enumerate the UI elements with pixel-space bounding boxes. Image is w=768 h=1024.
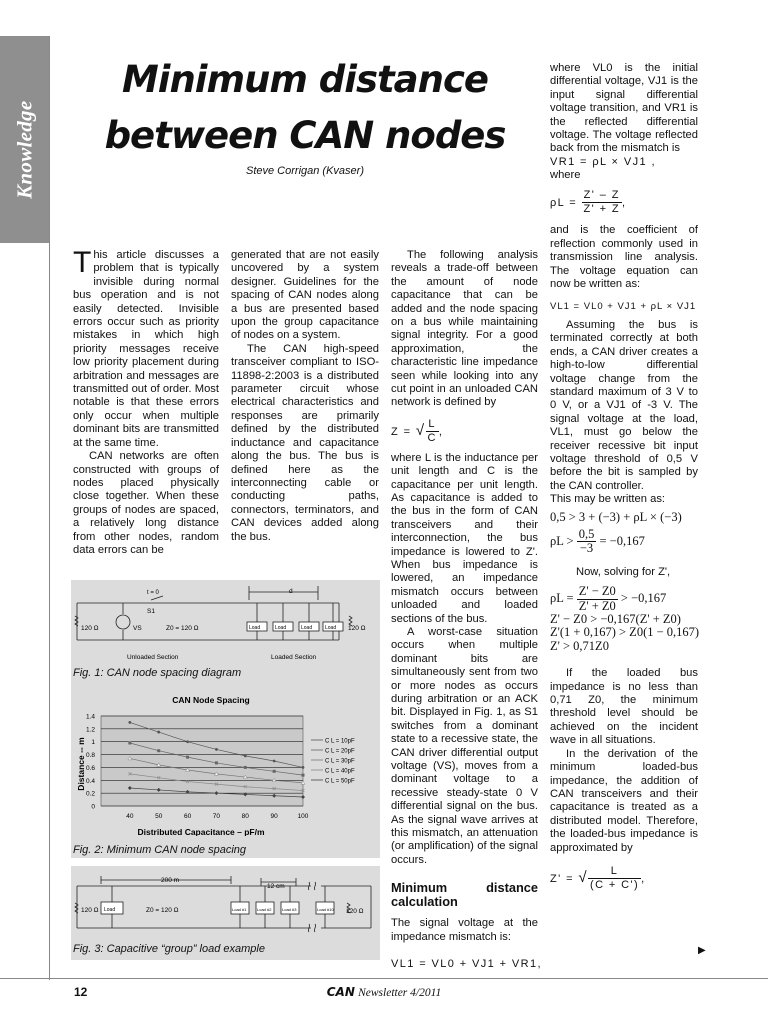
x-tick-label: 90 <box>270 813 278 820</box>
paragraph: The signal voltage at the impedance mismatch is: <box>391 917 538 943</box>
unloaded-section-label: Unloaded Section <box>127 654 179 661</box>
load-label: Load <box>301 625 313 631</box>
z0-label: Z0 = 120 Ω <box>166 625 199 632</box>
column-2 <box>231 249 379 544</box>
data-point <box>128 721 131 724</box>
paragraph: A worst-case situation occurs when multiple dominant bits are simultaneously sent from two or more nodes as occurs during arbitration or an ACK bit. Displayed in Fig. 1, as S1 switches from a dominant state to a recessive state, the CAN driver differential output voltage (VS), moves from a dominant voltage to a recessive steady-state 0 V differential signal on the bus. As the signal wave arrives at this mismatch, an attenuation (or amplification) of the signal occurs. <box>391 625 538 866</box>
distance-12cm-label: 12 cm <box>267 883 285 890</box>
x-tick-label: 40 <box>126 813 134 820</box>
equation-inequality: 0,5 > 3 + (−3) + ρL × (−3) <box>550 509 682 524</box>
column-1 <box>73 246 219 557</box>
data-point <box>273 770 276 773</box>
data-point <box>273 760 276 763</box>
section-tab <box>0 36 50 243</box>
data-point <box>186 756 189 759</box>
y-tick-label: 0.4 <box>85 777 95 785</box>
load-10-label: Load #10 <box>317 907 334 912</box>
section-tab-label: Knowledge <box>12 100 37 199</box>
paragraph: Now, solving for Z', <box>576 565 671 578</box>
column-4 <box>550 62 698 893</box>
paragraph: where VL0 is the initial differential voltage, VJ1 is the input signal differential voltage transition, and VR1 is the reflected differential voltage. The voltage reflected back from the mismatch is <box>550 62 698 155</box>
figure-1-caption: Fig. 1: CAN node spacing diagram <box>73 667 242 679</box>
footer-publication: CAN Newsletter 4/2011 <box>326 985 442 999</box>
load-label: Load <box>104 907 116 913</box>
equation-vl: VL1 = VL0 + VJ1 + VR1, <box>391 958 542 971</box>
equation-step-a: Z' − Z0 > −0,167(Z' + Z0) <box>550 612 681 627</box>
equation-z: Z = √ $\frac{L}{C}$ , <box>391 417 444 445</box>
margin-rule <box>49 36 50 980</box>
z0-label: Z0 = 120 Ω <box>146 907 179 914</box>
data-point <box>157 731 160 734</box>
data-point <box>186 740 189 743</box>
x-tick-label: 50 <box>155 813 163 820</box>
chart-xlabel: Distributed Capacitance – pF/m <box>137 827 265 836</box>
legend-entry: C L = 20pF <box>325 748 355 755</box>
distance-200m-label: 200 m <box>161 877 180 884</box>
footer-rule <box>0 978 768 979</box>
x-tick-label: 80 <box>241 813 249 820</box>
article-author: Steve Corrigan (Kvaser) <box>246 165 364 177</box>
y-tick-label: 0.2 <box>85 790 95 798</box>
paragraph: where <box>550 169 581 182</box>
paragraph: generated that are not easily uncovered by a system designer. Guidelines for the spacing of CAN nodes along a bus are presented based upon the group capacitance of nodes on a system. <box>231 249 379 342</box>
paragraph: The following analysis reveals a trade-off between the amount of node capacitance that can be added and the node spacing on a bus while maintaining signal integrity. For a good approximation, the characteristic line impedance seen while looking into any cut point in an unloaded CAN network is defined by <box>391 249 538 409</box>
load-2-label: Load #2 <box>257 907 272 912</box>
y-tick-label: 0 <box>91 803 95 811</box>
chart-title: CAN Node Spacing <box>172 695 250 705</box>
data-point <box>215 748 218 751</box>
equation-step-c: Z' > 0,71Z0 <box>550 638 609 653</box>
page-number: 12 <box>74 985 88 999</box>
d-label: d <box>289 588 293 595</box>
load-1-label: Load #1 <box>232 907 247 912</box>
data-point <box>157 749 160 752</box>
data-point <box>128 742 131 745</box>
column-3 <box>391 249 542 972</box>
figure-3-caption: Fig. 3: Capacitive “group” load example <box>73 943 265 955</box>
y-tick-label: 1 <box>91 739 95 747</box>
load-label: Load <box>325 625 337 631</box>
paragraph: Assuming the bus is terminated correctly at both ends, a CAN driver creates a high-to-low differential voltage change from the standard maximum of 3 V to 0 V, or a VJ1 of -3 V. The signal voltage at the load, VL1, must go below the receiver recessive bit input voltage threshold of 0,5 V before the bit is sampled by the CAN controller. <box>550 318 698 492</box>
legend-entry: C L = 10pF <box>325 738 355 745</box>
load-3-label: Load #3 <box>282 907 297 912</box>
y-tick-label: 1.2 <box>85 726 95 734</box>
equation-rho3: ρL = $\frac{Z' - Z0}{Z' + Z0}$ > −0,167 <box>550 584 667 613</box>
paragraph: and is the coefficient of reflection commonly used in transmission line analysis. The voltage equation can now be written as: <box>550 224 698 291</box>
figure-2-caption: Fig. 2: Minimum CAN node spacing <box>73 844 247 856</box>
section-heading: Minimum distance calculation <box>391 880 538 910</box>
data-point <box>302 766 305 769</box>
chart-ylabel: Distance -- m <box>76 737 86 791</box>
y-tick-label: 1.4 <box>85 713 95 721</box>
r-left-label: 120 Ω <box>81 625 99 632</box>
continue-arrow-icon: ▶ <box>698 945 706 956</box>
load-label: Load <box>275 625 287 631</box>
equation-rho2: ρL > $\frac{0,5}{-3}$ = −0,167 <box>550 527 645 556</box>
r-right-label: 120 Ω <box>346 908 364 915</box>
equation-zprime: Z' = √ $\frac{L}{(C + C')}$ , <box>550 864 646 892</box>
figure-2 <box>71 686 380 858</box>
x-tick-label: 60 <box>183 813 192 820</box>
paragraph: If the loaded bus impedance is no less than 0,71 Z0, the minimum threshold level should be achieved on the incident wave in all situations. <box>550 667 698 747</box>
equation-rho: ρL = $\frac{Z' - Z}{Z' + Z}$ , <box>550 188 627 216</box>
intro-paragraph: This article discusses a problem that is typically invisible during normal bus operation and is not easily detected. Invisible errors occur such as priority mistakes in which high priority messages receive low priority placement during arbitration and messages are transmitted out of order. Most notable is that these errors only occur when multiple dominant bits are transmitted at the same time. <box>73 246 219 449</box>
equation-vl2: VL1 = VL0 + VJ1 + ρL × VJ1 <box>550 300 697 312</box>
paragraph: In the derivation of the minimum loaded-bus impedance, the addition of CAN transceivers and their capacitance is treated as a distributed model. Therefore, the loaded-bus impedance is approximated by <box>550 747 698 854</box>
s1-label: S1 <box>147 608 155 615</box>
paragraph: This may be written as: <box>550 493 666 506</box>
r-right-label: 120 Ω <box>348 625 366 632</box>
data-point <box>244 766 247 769</box>
equation-vr: VR1 = ρL × VJ1 , <box>550 155 656 168</box>
article-title: Minimum distance between CAN nodes <box>104 58 506 157</box>
load-label: Load <box>249 625 261 631</box>
legend-entry: C L = 40pF <box>325 768 355 775</box>
paragraph: CAN networks are often constructed with groups of nodes placed physically close together. When these groups of nodes are spaced, a relatively long distance from other nodes, random data errors can be <box>73 450 219 556</box>
x-tick-label: 100 <box>297 813 309 820</box>
x-tick-label: 70 <box>212 813 221 820</box>
paragraph: The CAN high-speed transceiver compliant to ISO-11898-2:2003 is a distributed parameter circuit whose electrical characteristics and responses are primarily defined by the distributed inductance and capacitance along the bus. The bus is defined here as the interconnecting cable or conducting paths, connectors, terminators, and CAN devices added along the bus. <box>231 342 379 543</box>
equation-step-b: Z'(1 + 0,167) > Z0(1 − 0,167) <box>550 625 700 640</box>
legend-entry: C L = 50pF <box>325 778 355 785</box>
y-tick-label: 0.8 <box>85 752 95 760</box>
r-left-label: 120 Ω <box>81 907 99 914</box>
loaded-section-label: Loaded Section <box>271 654 317 661</box>
paragraph: where L is the inductance per unit length and C is the capacitance per unit length. As capacitance is added to the bus in the form of CAN transceivers and their interconnection, the bus impedance is lowered to Z'. When bus impedance is lowered, an impedance mismatch occurs between unloaded and loaded sections of the bus. <box>391 451 538 625</box>
can-node-spacing-chart <box>71 686 380 836</box>
data-point <box>302 774 305 777</box>
legend-entry: C L = 30pF <box>325 758 355 765</box>
data-point <box>244 754 247 757</box>
t0-label: t = 0 <box>147 590 159 596</box>
y-tick-label: 0.6 <box>85 764 95 772</box>
vs-label: VS <box>133 625 142 632</box>
data-point <box>215 761 218 764</box>
drop-cap: T <box>73 246 92 279</box>
